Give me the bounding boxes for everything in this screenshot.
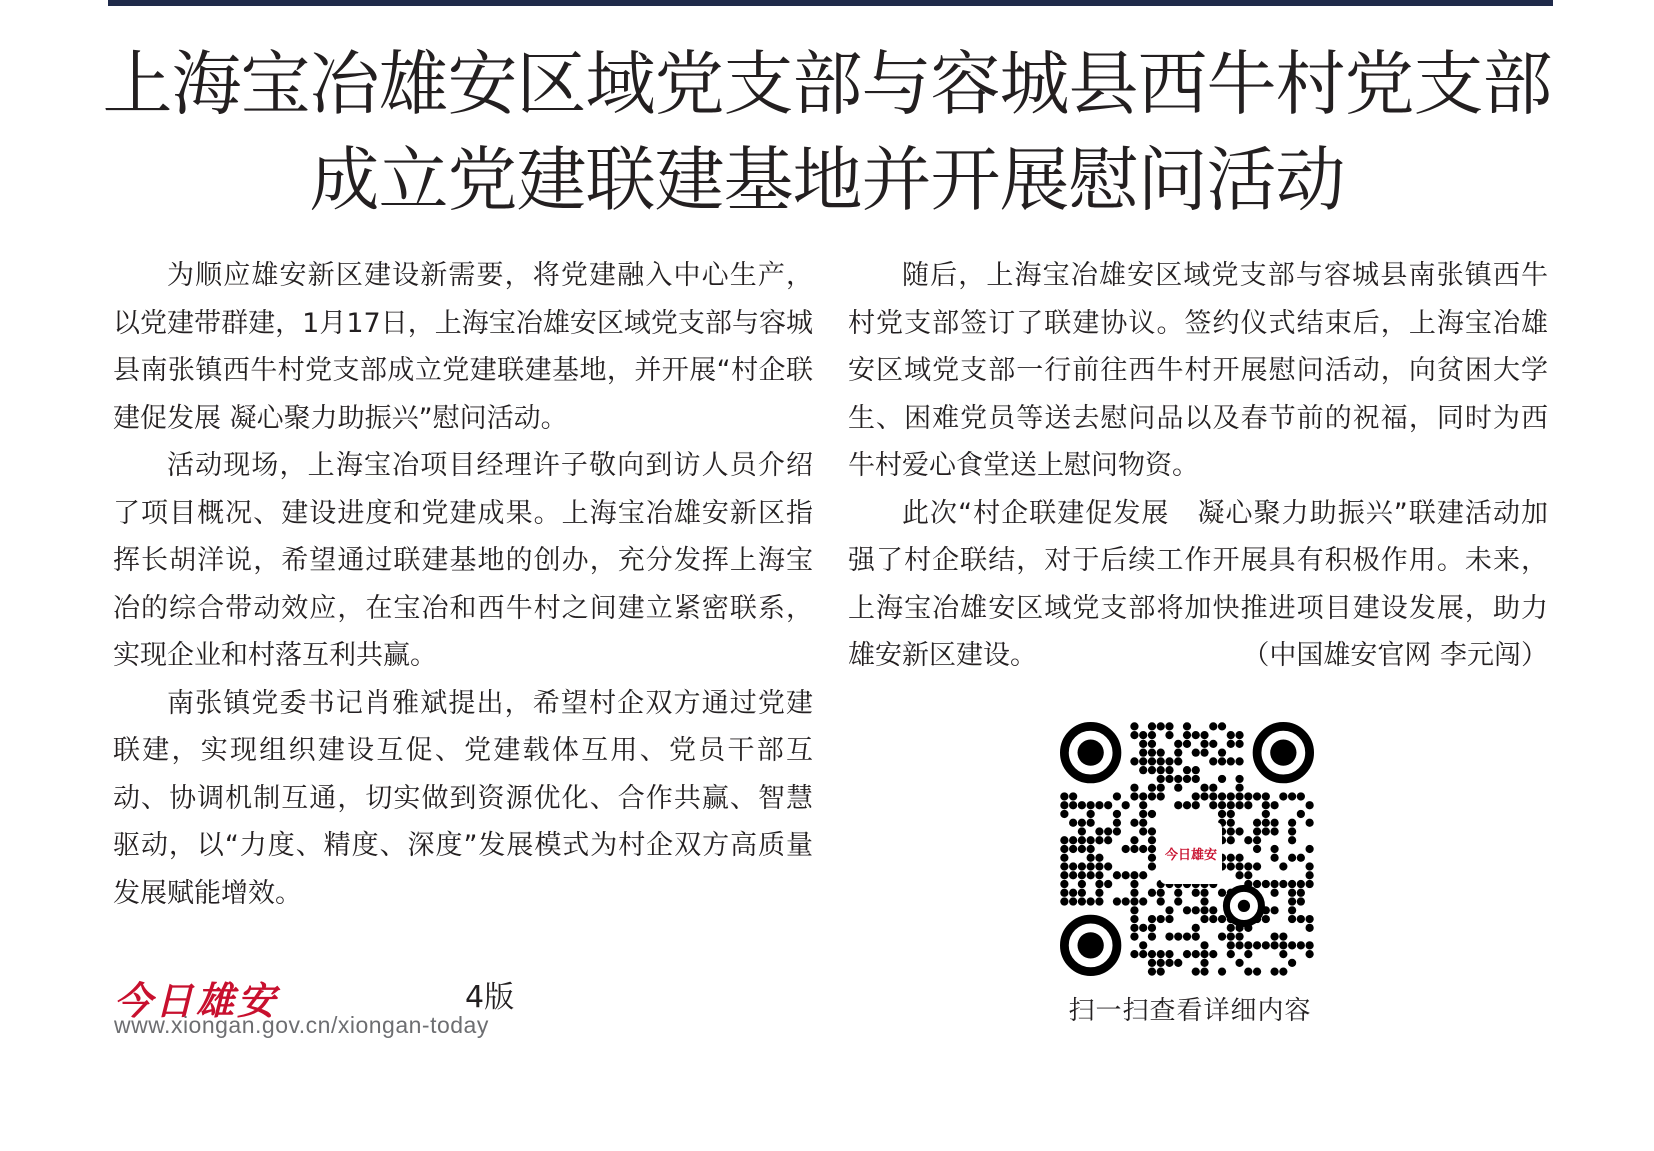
article-headline [100, 36, 1554, 228]
paragraph-text: 此次“村企联建促发展 凝心聚力助振兴”联建活动加强了村企联结，对于后续工作开展具有积极作用。未来，上海宝冶雄安区域党支部将加快推进项目建设发展，助力雄安新区建设。 [848, 497, 1548, 671]
headline-line-2: 成立党建联建基地并开展慰问活动 [309, 139, 1345, 221]
paragraph [848, 490, 1548, 680]
paragraph: 为顺应雄安新区建设新需要，将党建融入中心生产，以党建带群建，1月17日，上海宝冶雄安区域党支部与容城县南张镇西牛村党支部成立党建联建基地，并开展“村企联建促发展 凝心聚力助振兴”慰问活动。 [113, 260, 813, 434]
paragraph: 南张镇党委书记肖雅斌提出，希望村企双方通过党建联建，实现组织建设互促、党建载体互用、党员干部互动、协调机制互通，切实做到资源优化、合作共赢、智慧驱动，以“力度、精度、深度”发展模式为村企双方高质量发展赋能增效。 [113, 687, 813, 909]
article-column-right [848, 252, 1548, 680]
paragraph: 随后，上海宝冶雄安区域党支部与容城县南张镇西牛村党支部签订了联建协议。签约仪式结束后，上海宝冶雄安区域党支部一行前往西牛村开展慰问活动，向贫困大学生、困难党员等送去慰问品以及春节前的祝福，同时为西牛村爱心食堂送上慰问物资。 [848, 260, 1548, 481]
top-rule [108, 0, 1553, 6]
headline-line-1: 上海宝冶雄安区域党支部与容城县西牛村党支部 [102, 43, 1552, 125]
brand-logo: 今日雄安 [114, 978, 279, 1023]
qr-code[interactable] [1060, 722, 1314, 976]
paragraph: 活动现场，上海宝冶项目经理许子敬向到访人员介绍了项目概况、建设进度和党建成果。上海宝冶雄安新区指挥长胡洋说，希望通过联建基地的创办，充分发挥上海宝冶的综合带动效应，在宝冶和西牛村之间建立紧密联系，实现企业和村落互利共赢。 [113, 450, 813, 671]
qr-caption: 扫一扫查看详细内容 [1068, 996, 1312, 1026]
page-number: 4版 [465, 980, 515, 1015]
site-url: www.xiongan.gov.cn/xiongan-today [114, 1012, 489, 1038]
byline: （中国雄安官网 李元闯） [1242, 640, 1548, 671]
qr-center-logo: 今日雄安 [1160, 822, 1222, 884]
article-column-left [113, 252, 813, 917]
